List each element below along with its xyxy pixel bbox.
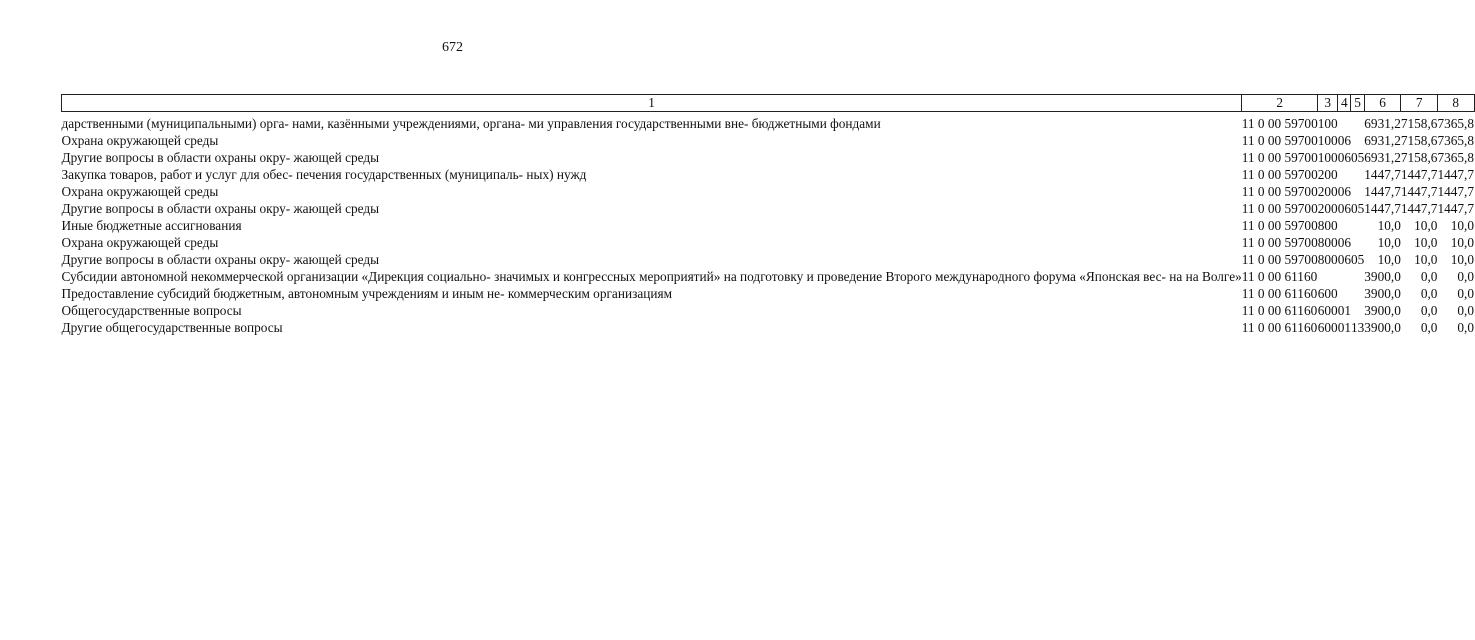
section-code	[1338, 112, 1351, 133]
subsection-code	[1351, 183, 1364, 200]
subsection-code: 05	[1350, 201, 1365, 216]
amount-col-6: 3900,0	[1364, 320, 1401, 335]
expense-type-code: 100	[1317, 116, 1338, 131]
amount-col-6: 6931,2	[1364, 116, 1401, 131]
section-code	[1338, 285, 1351, 302]
subsection-code	[1351, 285, 1364, 302]
amount-col-8: 1447,7	[1437, 184, 1475, 199]
amount-col-7: 7158,6	[1400, 133, 1438, 148]
target-article-code: 11 0 00 59700	[1241, 218, 1318, 233]
amount-col-6: 10,0	[1377, 218, 1401, 233]
subsection-code	[1351, 217, 1364, 234]
subsection-code	[1351, 234, 1364, 251]
amount-col-8: 0,0	[1457, 320, 1475, 335]
target-article-code: 11 0 00 59700	[1241, 150, 1318, 165]
amount-col-8: 0,0	[1457, 286, 1475, 301]
column-header-8: 8	[1437, 95, 1474, 112]
section-code: 06	[1337, 133, 1351, 148]
column-header-2: 2	[1242, 95, 1318, 112]
table-row	[62, 302, 1475, 319]
amount-col-7: 10,0	[1414, 252, 1438, 267]
amount-col-6: 6931,2	[1364, 133, 1401, 148]
amount-col-6: 1447,7	[1364, 201, 1401, 216]
subsection-code	[1351, 302, 1364, 319]
table-row	[62, 166, 1475, 183]
target-article-code: 11 0 00 59700	[1241, 252, 1318, 267]
table-row	[62, 149, 1475, 166]
amount-col-6: 1447,7	[1364, 167, 1401, 182]
amount-col-6: 3900,0	[1364, 286, 1401, 301]
column-header-1: 1	[62, 95, 1242, 112]
table-row	[62, 285, 1475, 302]
target-article-code: 11 0 00 61160	[1241, 303, 1318, 318]
budget-table	[61, 94, 1475, 336]
target-article-code: 11 0 00 59700	[1241, 235, 1318, 250]
amount-col-8: 7365,8	[1437, 116, 1475, 131]
table-row	[62, 132, 1475, 149]
table-row	[62, 217, 1475, 234]
table-row	[62, 319, 1475, 336]
section-code: 06	[1337, 201, 1351, 216]
expense-type-code: 800	[1317, 218, 1338, 233]
row-name: дарственными (муниципальными) орга- нами, казёнными учреждениями, органа- ми управления государственными вне- бюджетными фондами	[61, 116, 881, 131]
expense-type-code: 600	[1317, 286, 1338, 301]
subsection-code: 05	[1350, 150, 1365, 165]
subsection-code: 05	[1350, 252, 1365, 267]
amount-col-7: 7158,6	[1400, 116, 1438, 131]
amount-col-7: 0,0	[1420, 303, 1438, 318]
table-row	[62, 268, 1475, 285]
row-name: Охрана окружающей среды	[61, 133, 219, 148]
amount-col-7: 1447,7	[1400, 201, 1438, 216]
column-header-5: 5	[1351, 95, 1364, 112]
expense-type-code: 600	[1317, 303, 1338, 318]
row-name: Общегосударственные вопросы	[61, 303, 242, 318]
table-row	[62, 200, 1475, 217]
expense-type-code: 200	[1317, 184, 1338, 199]
row-name: Закупка товаров, работ и услуг для обес- печения государственных (муниципаль- ных) нужд	[61, 167, 587, 182]
subsection-code	[1351, 112, 1364, 133]
section-code	[1338, 217, 1351, 234]
amount-col-7: 0,0	[1420, 269, 1438, 284]
subsection-code	[1351, 132, 1364, 149]
table-row	[62, 251, 1475, 268]
row-name: Другие общегосударственные вопросы	[61, 320, 283, 335]
amount-col-8: 10,0	[1450, 218, 1475, 233]
expense-type-code: 100	[1317, 133, 1338, 148]
section-code: 06	[1337, 184, 1351, 199]
row-name: Другие вопросы в области охраны окру- жающей среды	[61, 252, 380, 267]
target-article-code: 11 0 00 59700	[1241, 167, 1318, 182]
section-code: 06	[1337, 150, 1351, 165]
amount-col-8: 0,0	[1457, 269, 1475, 284]
amount-col-6: 10,0	[1377, 252, 1401, 267]
subsection-code	[1351, 268, 1364, 285]
amount-col-8: 10,0	[1450, 235, 1475, 250]
column-header-6: 6	[1364, 95, 1401, 112]
page-number: 672	[442, 40, 463, 55]
table-body	[62, 112, 1475, 337]
amount-col-7: 10,0	[1414, 235, 1438, 250]
section-code: 06	[1337, 252, 1351, 267]
target-article-code: 11 0 00 61160	[1241, 269, 1318, 284]
target-article-code: 11 0 00 59700	[1241, 133, 1318, 148]
amount-col-6: 3900,0	[1364, 303, 1401, 318]
expense-type-code: 100	[1317, 150, 1338, 165]
expense-type-code	[1318, 268, 1338, 285]
amount-col-8: 0,0	[1457, 303, 1475, 318]
amount-col-8: 10,0	[1450, 252, 1475, 267]
column-header-7: 7	[1401, 95, 1438, 112]
amount-col-7: 1447,7	[1400, 184, 1438, 199]
subsection-code: 13	[1350, 320, 1365, 335]
table-row	[62, 183, 1475, 200]
amount-col-6: 1447,7	[1364, 184, 1401, 199]
target-article-code: 11 0 00 59700	[1241, 201, 1318, 216]
section-code	[1338, 166, 1351, 183]
target-article-code: 11 0 00 59700	[1241, 184, 1318, 199]
amount-col-6: 6931,2	[1364, 150, 1401, 165]
amount-col-7: 10,0	[1414, 218, 1438, 233]
amount-col-8: 1447,7	[1437, 201, 1475, 216]
amount-col-7: 0,0	[1420, 286, 1438, 301]
column-number-header	[62, 95, 1475, 112]
row-name: Охрана окружающей среды	[61, 235, 219, 250]
target-article-code: 11 0 00 61160	[1241, 286, 1318, 301]
amount-col-6: 3900,0	[1364, 269, 1401, 284]
column-header-3: 3	[1318, 95, 1338, 112]
row-name: Охрана окружающей среды	[61, 184, 219, 199]
amount-col-7: 0,0	[1420, 320, 1438, 335]
target-article-code: 11 0 00 61160	[1241, 320, 1318, 335]
table-row	[62, 112, 1475, 133]
amount-col-8: 1447,7	[1437, 167, 1475, 182]
row-name: Субсидии автономной некоммерческой организации «Дирекция социально- значимых и конгрессных мероприятий» на подготовку и проведение Второго международного форума «Японская вес- на на Волге»	[61, 269, 1242, 284]
amount-col-7: 1447,7	[1400, 167, 1438, 182]
expense-type-code: 600	[1317, 320, 1338, 335]
row-name: Другие вопросы в области охраны окру- жающей среды	[61, 201, 380, 216]
amount-col-8: 7365,8	[1437, 150, 1475, 165]
row-name: Другие вопросы в области охраны окру- жающей среды	[61, 150, 380, 165]
row-name: Иные бюджетные ассигнования	[61, 218, 242, 233]
table-row	[62, 234, 1475, 251]
expense-type-code: 800	[1317, 235, 1338, 250]
section-code	[1338, 268, 1351, 285]
row-name: Предоставление субсидий бюджетным, автономным учреждениям и иным не- коммерческим организациям	[61, 286, 672, 301]
expense-type-code: 800	[1317, 252, 1338, 267]
expense-type-code: 200	[1317, 167, 1338, 182]
column-header-4: 4	[1338, 95, 1351, 112]
section-code: 06	[1337, 235, 1351, 250]
section-code: 01	[1337, 303, 1351, 318]
amount-col-7: 7158,6	[1400, 150, 1438, 165]
subsection-code	[1351, 166, 1364, 183]
section-code: 01	[1337, 320, 1351, 335]
amount-col-6: 10,0	[1377, 235, 1401, 250]
amount-col-8: 7365,8	[1437, 133, 1475, 148]
target-article-code: 11 0 00 59700	[1241, 116, 1318, 131]
expense-type-code: 200	[1317, 201, 1338, 216]
